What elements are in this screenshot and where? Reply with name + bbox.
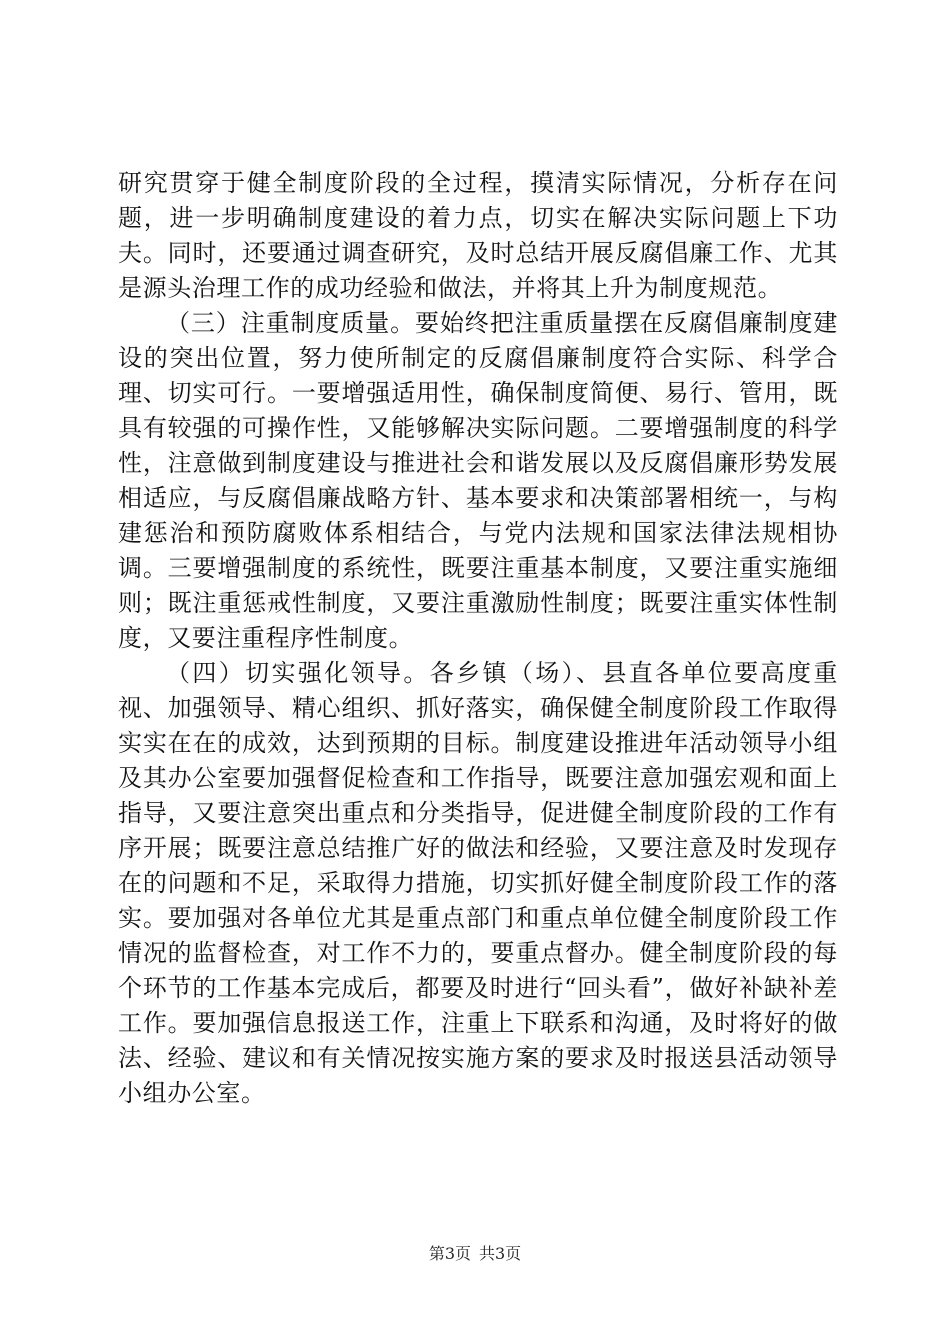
page-total: 共3页	[479, 1244, 522, 1263]
paragraph-section-three: （三）注重制度质量。要始终把注重质量摆在反腐倡廉制度建设的突出位置，努力使所制定的反腐倡廉制度符合实际、科学合理、切实可行。一要增强适用性，确保制度简便、易行、管用，既具有较强的可操作性，又能够解决实际问题。二要增强制度的科学性，注意做到制度建设与推进社会和谐发展以及反腐倡廉形势发展相适应，与反腐倡廉战略方针、基本要求和决策部署相统一，与构建惩治和预防腐败体系相结合，与党内法规和国家法律法规相协调。三要增强制度的系统性，既要注重基本制度，又要注重实施细则；既注重惩戒性制度，又要注重激励性制度；既要注重实体性制度，又要注重程序性制度。	[118, 309, 838, 652]
document-body	[118, 166, 838, 1111]
page-number: 第3页	[428, 1244, 471, 1263]
paragraph-section-four: （四）切实强化领导。各乡镇（场）、县直各单位要高度重视、加强领导、精心组织、抓好落实，确保健全制度阶段工作取得实实在在的成效，达到预期的目标。制度建设推进年活动领导小组及其办公室要加强督促检查和工作指导，既要注意加强宏观和面上指导，又要注意突出重点和分类指导，促进健全制度阶段的工作有序开展；既要注意总结推广好的做法和经验，又要注意及时发现存在的问题和不足，采取得力措施，切实抓好健全制度阶段工作的落实。要加强对各单位尤其是重点部门和重点单位健全制度阶段工作情况的监督检查，对工作不力的，要重点督办。健全制度阶段的每个环节的工作基本完成后，都要及时进行“回头看”，做好补缺补差工作。要加强信息报送工作，注重上下联系和沟通，及时将好的做法、经验、建议和有关情况按实施方案的要求及时报送县活动领导小组办公室。	[118, 659, 838, 1107]
page-footer	[0, 1244, 950, 1264]
paragraph-continuation: 研究贯穿于健全制度阶段的全过程，摸清实际情况，分析存在问题，进一步明确制度建设的着力点，切实在解决实际问题上下功夫。同时，还要通过调查研究，及时总结开展反腐倡廉工作、尤其是源头治理工作的成功经验和做法，并将其上升为制度规范。	[118, 169, 838, 302]
